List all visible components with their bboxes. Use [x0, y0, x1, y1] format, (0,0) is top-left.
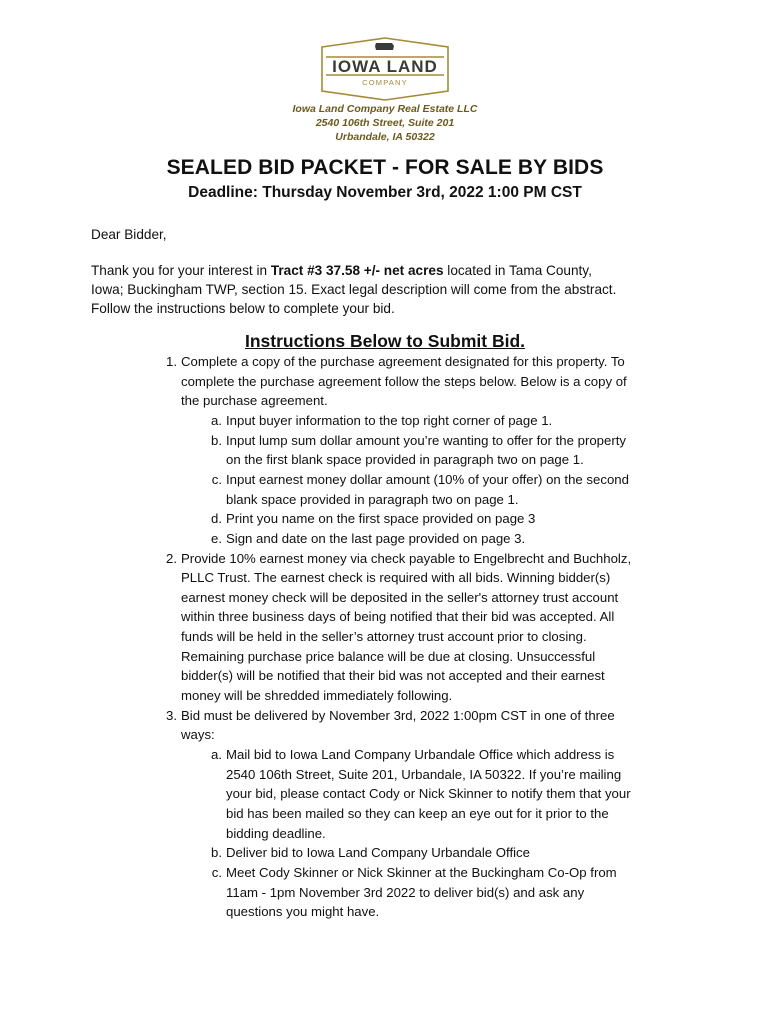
sub-item-letter: d.: [211, 511, 222, 527]
greeting: Dear Bidder,: [91, 227, 167, 242]
intro-line-1: [91, 261, 691, 280]
list-item-text: bidder(s) will be notified that their bid was not accepted and their earnest: [181, 668, 605, 684]
company-name: Iowa Land Company Real Estate LLC: [292, 103, 478, 115]
sub-item-text: Print you name on the first space provided on page 3: [226, 511, 536, 527]
list-item-number: 2.: [166, 550, 177, 566]
sub-item-letter: c.: [211, 471, 222, 487]
tract-description: Tract #3 37.58 +/- net acres: [270, 263, 444, 278]
sub-item-text: Input earnest money dollar amount (10% of your offer) on the second: [226, 471, 629, 487]
instructions-heading-text: Instructions Below to Submit Bid.: [245, 331, 525, 351]
sub-item-letter: b.: [211, 432, 222, 448]
sub-item-text: Sign and date on the last page provided on page 3.: [226, 530, 526, 546]
intro-post: located in Tama County,: [443, 263, 592, 278]
list-item-text: Bid must be delivered by November 3rd, 2022 1:00pm CST in one of three: [181, 707, 615, 723]
list-item-text: Complete a copy of the purchase agreement designated for this property. To: [181, 354, 625, 369]
sub-item-text: Input lump sum dollar amount you’re wanting to offer for the property: [226, 432, 626, 448]
company-street: 2540 106th Street, Suite 201: [315, 117, 455, 129]
sub-item-text: on the first blank space provided in paragraph two on page 1.: [226, 452, 584, 468]
list-item-text: ways:: [181, 727, 215, 743]
sub-item-text: your bid, please contact Cody or Nick Skinner to notify them that your: [226, 786, 631, 802]
sub-item-text: Meet Cody Skinner or Nick Skinner at the Buckingham Co-Op from: [226, 864, 617, 880]
document-title: SEALED BID PACKET - FOR SALE BY BIDS: [166, 156, 604, 179]
sub-item-text: bid has been mailed so they can keep an eye out for it prior to the: [226, 805, 609, 821]
list-item-text: the purchase agreement.: [181, 393, 328, 409]
sub-item-text: 11am - 1pm November 3rd 2022 to deliver bid(s) and ask any: [226, 884, 585, 900]
bid-deadline: Deadline: Thursday November 3rd, 2022 1:00 PM CST: [188, 184, 582, 201]
intro-pre: Thank you for your interest in: [91, 263, 271, 278]
sub-item-text: bidding deadline.: [226, 825, 326, 841]
sub-item-text: Input buyer information to the top right corner of page 1.: [226, 412, 553, 428]
iowa-land-company-logo: [312, 37, 458, 101]
sub-item-text: 2540 106th Street, Suite 201, Urbandale, IA 50322. If you’re mailing: [226, 766, 622, 782]
list-item-number: 1.: [166, 354, 177, 369]
list-item-number: 3.: [166, 707, 177, 723]
sub-item-letter: e.: [211, 530, 222, 546]
list-item-text: within three business days of being notified that their bid was accepted. All: [181, 609, 615, 625]
list-item-text: Remaining purchase price balance will be due at closing. Unsuccessful: [181, 648, 596, 664]
logo-sub-text: COMPANY: [362, 78, 408, 87]
list-item-text: PLLC Trust. The earnest check is required with all bids. Winning bidder(s): [181, 570, 611, 586]
sub-item-letter: b.: [211, 845, 222, 861]
list-item-text: funds will be held in the seller’s attorney trust account prior to closing.: [181, 629, 587, 645]
sub-item-letter: a.: [211, 412, 222, 428]
sub-item-text: questions you might have.: [226, 904, 380, 920]
logo-graphic: [312, 37, 458, 101]
sub-item-text: Deliver bid to Iowa Land Company Urbandale Office: [226, 845, 530, 861]
list-item-text: earnest money check will be deposited in the seller's attorney trust account: [181, 589, 619, 605]
list-item-text: Provide 10% earnest money via check payable to Engelbrecht and Buchholz,: [181, 550, 632, 566]
list-item-text: complete the purchase agreement follow the steps below. Below is a copy of: [181, 373, 627, 389]
company-city: Urbandale, IA 50322: [335, 131, 435, 143]
sub-item-letter: c.: [211, 864, 222, 880]
intro-line-2: Iowa; Buckingham TWP, section 15. Exact legal description will come from the abstract.: [91, 282, 617, 297]
sub-item-text: Mail bid to Iowa Land Company Urbandale Office which address is: [226, 747, 615, 762]
list-item-text: money will be shredded immediately following.: [181, 688, 453, 704]
instructions-heading: [0, 331, 770, 352]
sub-item-letter: a.: [211, 747, 222, 762]
sub-item-text: blank space provided in paragraph two on page 1.: [226, 491, 519, 507]
intro-paragraph: [91, 261, 691, 318]
logo-brand-text: IOWA LAND: [332, 57, 438, 76]
intro-line-3: Follow the instructions below to complete your bid.: [91, 301, 395, 316]
